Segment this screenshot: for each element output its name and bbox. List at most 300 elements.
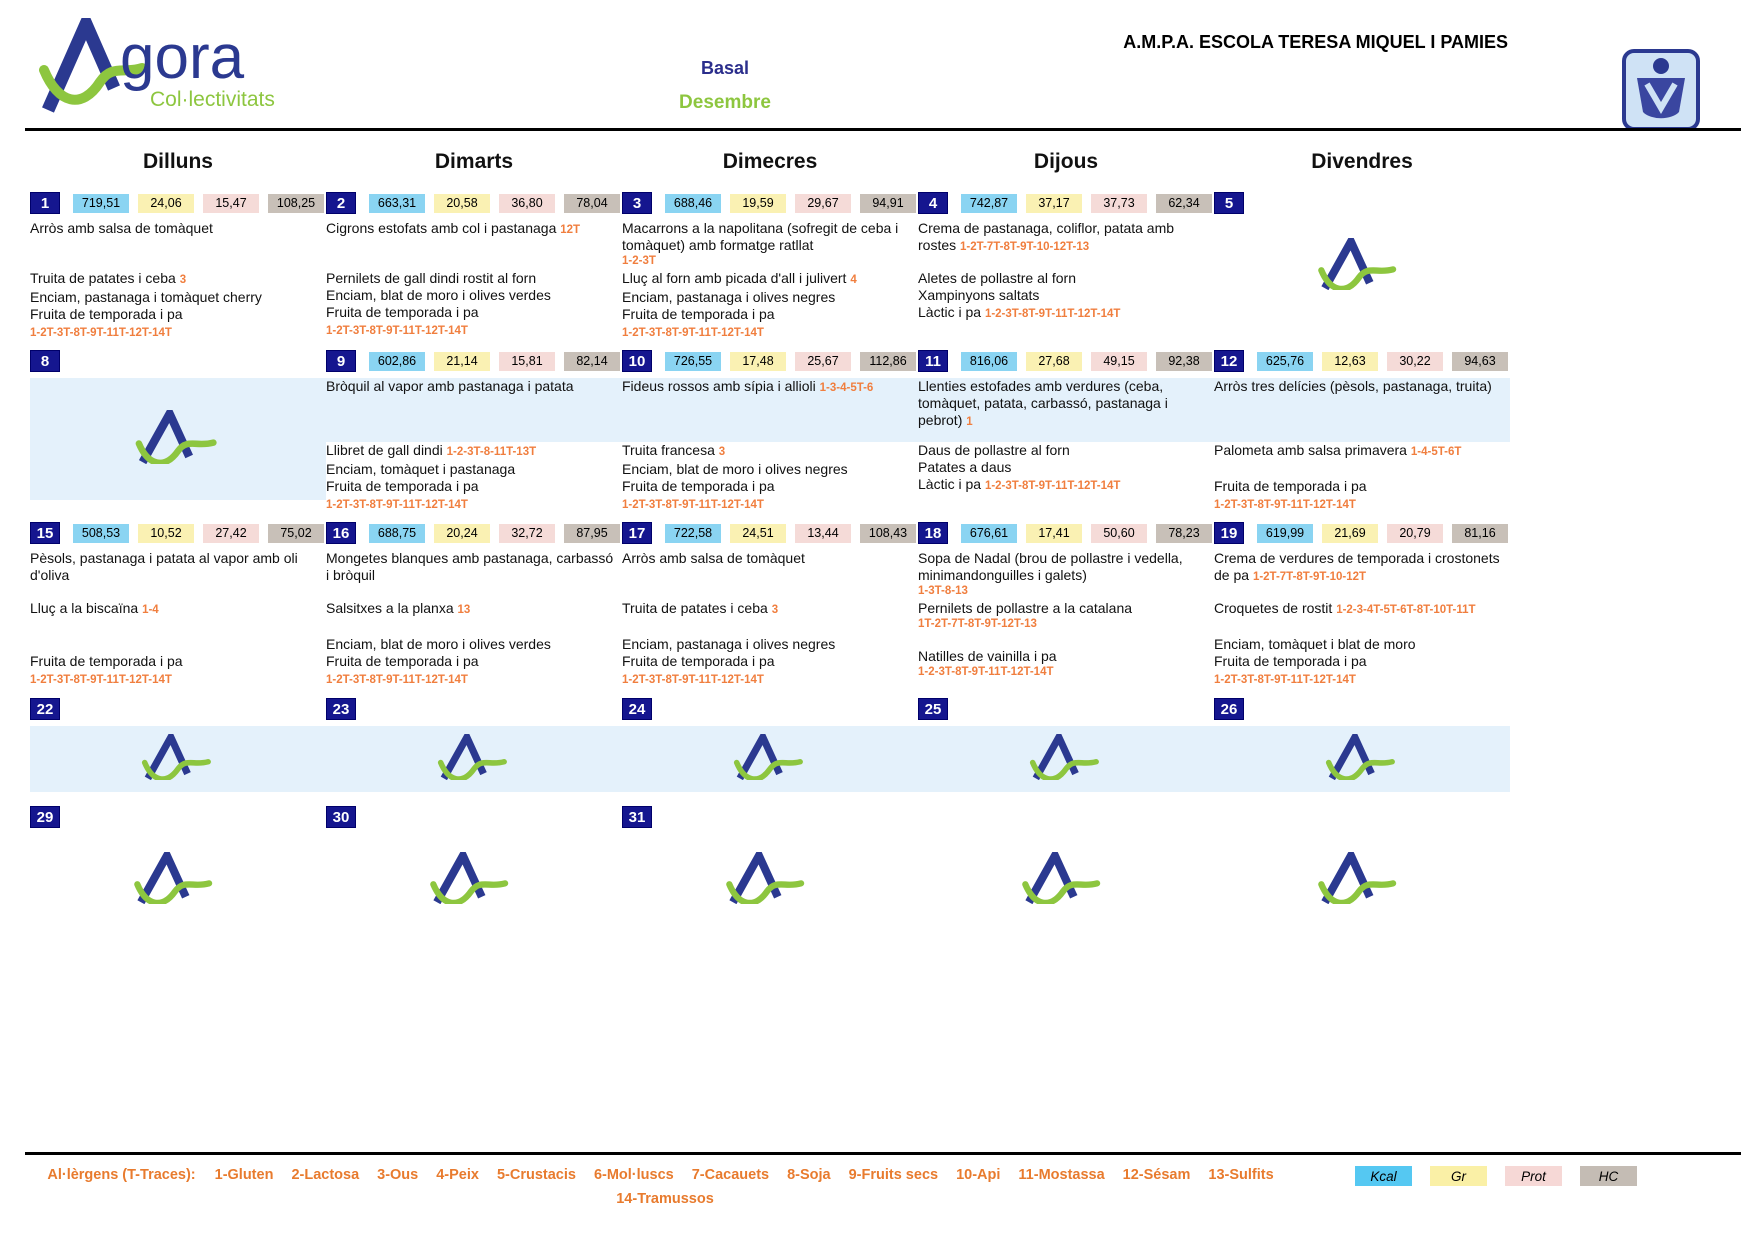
day-number-badge: 9 — [326, 350, 356, 372]
holiday-blue-block — [1214, 726, 1510, 792]
gr-value-chip: 12,63 — [1322, 352, 1378, 371]
first-course-zone — [918, 378, 1214, 442]
menu-item-text: Macarrons a la napolitana (sofregit de ceba i tomàquet) amb formatge ratllat — [622, 220, 899, 253]
nutrition-chips — [1257, 352, 1508, 371]
allergen-code-line — [326, 321, 616, 340]
allergen-item-14: 14-Tramussos — [616, 1191, 714, 1207]
day-cell-31 — [622, 798, 918, 926]
kcal-value-chip: 625,76 — [1257, 352, 1313, 371]
day-header-row — [918, 805, 1214, 829]
menu-item-text: Xampinyons saltats — [918, 287, 1040, 303]
day-number-badge: 24 — [622, 698, 652, 720]
allergen-item-6: 6-Mol·luscs — [593, 1167, 674, 1183]
menu-item-text: Sopa de Nadal (brou de pollastre i vedella, minimandonguilles i galets) — [918, 550, 1183, 583]
allergen-code: 1-3T-8-13 — [918, 585, 968, 597]
menu-titles — [630, 58, 820, 114]
weekday-header-row — [30, 142, 1510, 184]
hc-value-chip: 82,14 — [564, 352, 620, 371]
menu-item-text: Llibret de gall dindi — [326, 442, 443, 458]
menu-item-text: Llenties estofades amb verdures (ceba, tomàquet, patata, carbassó, pastanaga i pebrot) — [918, 378, 1168, 428]
menu-item-text: Enciam, pastanaga i olives negres — [622, 289, 836, 305]
menu-item — [30, 600, 320, 619]
menu-calendar-grid — [30, 184, 1510, 926]
prot-value-chip: 15,81 — [499, 352, 555, 371]
day-cell-body — [326, 550, 622, 689]
prot-value-chip: 13,44 — [795, 524, 851, 543]
day-number-badge: 17 — [622, 522, 652, 544]
day-number-badge: 23 — [326, 698, 356, 720]
day-header-row — [622, 697, 918, 721]
menu-item-text: Truita de patates i ceba — [622, 600, 768, 616]
allergen-code: 1-2T-3T-8T-9T-11T-12T-14T — [622, 499, 764, 511]
day-cell-10 — [622, 342, 918, 514]
day-number-badge: 2 — [326, 192, 356, 214]
allergen-legend-line2 — [30, 1187, 1300, 1211]
agora-logo-watermark — [133, 852, 217, 909]
menu-item — [918, 476, 1208, 495]
nutrition-chips — [369, 352, 620, 371]
allergen-code: 1-2T-3T-8T-9T-11T-12T-14T — [326, 325, 468, 337]
hc-legend-chip: HC — [1580, 1166, 1637, 1186]
day-cell-blank — [918, 798, 1214, 926]
menu-item — [1214, 442, 1504, 461]
menu-item — [622, 220, 912, 270]
menu-item — [326, 653, 616, 670]
week-row-5 — [30, 798, 1510, 926]
menu-item — [622, 270, 912, 289]
day-cell-18 — [918, 514, 1214, 690]
allergen-code: 3 — [179, 274, 187, 286]
allergen-item-5: 5-Crustacis — [496, 1167, 576, 1183]
agora-logo-watermark — [1317, 238, 1401, 295]
menu-type-label: Basal — [700, 58, 750, 78]
nutrition-chips — [665, 352, 916, 371]
day-cell-1 — [30, 184, 326, 342]
day-cell-22 — [30, 690, 326, 798]
weekday-header-dijous: Dijous — [1033, 150, 1099, 173]
day-header-row — [918, 191, 1214, 215]
gr-value-chip: 10,52 — [138, 524, 194, 543]
nutrition-chips — [1257, 524, 1508, 543]
gr-value-chip: 20,24 — [434, 524, 490, 543]
month-label: Desembre — [679, 92, 771, 113]
nutrition-chips — [369, 194, 620, 213]
day-cell-19 — [1214, 514, 1510, 690]
allergen-code: 1-4-5T-6T — [1410, 446, 1462, 458]
day-header-row — [918, 521, 1214, 545]
menu-item — [622, 550, 912, 600]
menu-item-text: Arròs amb salsa de tomàquet — [622, 550, 805, 566]
agora-logo-watermark — [725, 852, 809, 909]
day-number-badge: 1 — [30, 192, 60, 214]
first-course-zone — [1214, 378, 1510, 442]
menu-item — [326, 378, 616, 395]
menu-item — [918, 378, 1208, 431]
logo-block-zone — [622, 834, 912, 926]
menu-item-text: Mongetes blanques amb pastanaga, carbassó i bròquil — [326, 550, 614, 583]
day-number-badge: 15 — [30, 522, 60, 544]
day-header-row — [30, 697, 326, 721]
menu-item — [326, 550, 616, 600]
menu-item — [1214, 378, 1504, 395]
allergen-item-2: 2-Lactosa — [291, 1167, 360, 1183]
menu-item — [30, 270, 320, 289]
menu-item-text: Fruita de temporada i pa — [326, 653, 479, 669]
menu-item — [622, 478, 912, 495]
allergen-code: 1-2T-3T-8T-9T-11T-12T-14T — [30, 327, 172, 339]
day-cell-9 — [326, 342, 622, 514]
menu-item-text: Fruita de temporada i pa — [30, 306, 183, 322]
allergen-code: 4 — [850, 274, 857, 286]
menu-item-text: Làctic i pa — [918, 304, 982, 320]
day-cell-2 — [326, 184, 622, 342]
day-header-row — [326, 697, 622, 721]
agora-logo-graphic — [38, 18, 338, 114]
allergen-code-line — [622, 670, 912, 689]
allergen-code: 1-2T-3T-8T-9T-11T-12T-14T — [622, 674, 764, 686]
nutrition-chips — [73, 524, 324, 543]
holiday-blue-block — [918, 726, 1214, 792]
hc-value-chip: 87,95 — [564, 524, 620, 543]
holiday-blue-block — [622, 726, 918, 792]
kcal-value-chip: 663,31 — [369, 194, 425, 213]
day-header-row — [1214, 697, 1510, 721]
allergen-code: 3 — [771, 604, 779, 616]
day-cell-body — [622, 834, 918, 926]
page-footer — [30, 1163, 1730, 1211]
menu-item-text: Pernilets de gall dindi rostit al forn — [326, 270, 537, 286]
holiday-blue-block — [30, 378, 326, 500]
menu-item — [1214, 653, 1504, 670]
nutrition-chips — [961, 352, 1212, 371]
allergen-code: 1-3-4-5T-6 — [819, 382, 874, 394]
day-cell-body — [918, 220, 1214, 323]
day-number-badge: 4 — [918, 192, 948, 214]
day-header-row — [1214, 191, 1510, 215]
allergen-item-11: 11-Mostassa — [1018, 1167, 1105, 1183]
allergen-item-10: 10-Api — [956, 1167, 1001, 1183]
week-row-3 — [30, 514, 1510, 690]
kcal-value-chip: 602,86 — [369, 352, 425, 371]
week-row-2 — [30, 342, 1510, 514]
hc-value-chip: 62,34 — [1156, 194, 1212, 213]
day-number-badge: 26 — [1214, 698, 1244, 720]
allergen-code: 1T-2T-7T-8T-9T-12T-13 — [918, 618, 1037, 630]
menu-item — [30, 653, 320, 670]
day-header-row — [30, 191, 326, 215]
allergen-item-1: 1-Gluten — [214, 1167, 274, 1183]
week-row-4 — [30, 690, 1510, 798]
hc-value-chip: 94,91 — [860, 194, 916, 213]
menu-item-text: Enciam, pastanaga i tomàquet cherry — [30, 289, 262, 305]
allergen-code-line — [326, 670, 616, 689]
allergen-code: 1-2-3T-8T-9T-11T-12T-14T — [984, 308, 1121, 320]
agora-logo-watermark — [436, 734, 512, 785]
gr-value-chip: 24,06 — [138, 194, 194, 213]
kcal-legend-chip: Kcal — [1355, 1166, 1412, 1186]
day-header-row — [1214, 521, 1510, 545]
day-number-badge: 5 — [1214, 192, 1244, 214]
day-cell-24 — [622, 690, 918, 798]
day-cell-body — [1214, 726, 1510, 792]
menu-item-text: Pèsols, pastanaga i patata al vapor amb oli d'oliva — [30, 550, 298, 583]
allergen-code-line — [30, 670, 320, 689]
menu-item — [326, 270, 616, 287]
page-header — [0, 0, 1753, 128]
menu-item-text: Crema de verdures de temporada i crostonets de pa — [1214, 550, 1500, 583]
agora-logo — [38, 18, 338, 119]
menu-item-text: Enciam, blat de moro i olives negres — [622, 461, 848, 477]
menu-item-text: Enciam, blat de moro i olives verdes — [326, 287, 551, 303]
allergen-legend-line1 — [30, 1163, 1300, 1187]
logo-block-zone — [918, 834, 1208, 926]
day-header-row — [622, 521, 918, 545]
menu-item-text: Bròquil al vapor amb pastanaga i patata — [326, 378, 574, 394]
day-cell-body — [918, 726, 1214, 792]
agora-logo-watermark — [134, 410, 222, 469]
menu-item-text: Aletes de pollastre al forn — [918, 270, 1076, 286]
day-cell-11 — [918, 342, 1214, 514]
day-cell-body — [30, 726, 326, 792]
day-number-badge: 8 — [30, 350, 60, 372]
allergen-code: 1-2T-3T-8T-9T-11T-12T-14T — [1214, 674, 1356, 686]
prot-value-chip: 27,42 — [203, 524, 259, 543]
day-cell-8 — [30, 342, 326, 514]
prot-value-chip: 29,67 — [795, 194, 851, 213]
menu-item-text: Fruita de temporada i pa — [622, 478, 775, 494]
menu-item — [622, 378, 912, 397]
prot-value-chip: 15,47 — [203, 194, 259, 213]
allergen-code: 12T — [560, 224, 581, 236]
allergen-code-line — [622, 495, 912, 514]
nutrition-chips — [961, 524, 1212, 543]
kcal-value-chip: 688,75 — [369, 524, 425, 543]
hc-value-chip: 78,23 — [1156, 524, 1212, 543]
day-cell-body — [918, 834, 1214, 926]
menu-item — [622, 306, 912, 323]
menu-item-text: Natilles de vainilla i pa — [918, 648, 1057, 664]
menu-item-text: Enciam, tomàquet i blat de moro — [1214, 636, 1416, 652]
day-number-badge: 29 — [30, 806, 60, 828]
gr-value-chip: 27,68 — [1026, 352, 1082, 371]
day-number-badge: 19 — [1214, 522, 1244, 544]
menu-item — [918, 550, 1208, 600]
gr-value-chip: 24,51 — [730, 524, 786, 543]
gr-value-chip: 17,48 — [730, 352, 786, 371]
menu-item — [1214, 600, 1504, 619]
prot-value-chip: 32,72 — [499, 524, 555, 543]
menu-item — [622, 600, 912, 619]
day-number-badge: 3 — [622, 192, 652, 214]
gr-value-chip: 19,59 — [730, 194, 786, 213]
day-header-row — [326, 521, 622, 545]
holiday-blue-block — [30, 726, 326, 792]
allergen-code: 1 — [966, 416, 973, 428]
kcal-value-chip: 742,87 — [961, 194, 1017, 213]
allergen-code: 1-2T-3T-8T-9T-11T-12T-14T — [326, 674, 468, 686]
day-cell-25 — [918, 690, 1214, 798]
footer-divider — [25, 1152, 1741, 1155]
agora-logo-watermark — [429, 852, 513, 909]
allergen-code-line — [1214, 495, 1504, 514]
prot-value-chip: 49,15 — [1091, 352, 1147, 371]
day-cell-body — [326, 726, 622, 792]
day-number-badge: 18 — [918, 522, 948, 544]
hc-value-chip: 92,38 — [1156, 352, 1212, 371]
allergen-code: 1-2-3-4T-5T-6T-8T-10T-11T — [1336, 604, 1476, 616]
prot-value-chip: 20,79 — [1387, 524, 1443, 543]
kcal-value-chip: 688,46 — [665, 194, 721, 213]
agora-logo-watermark — [140, 734, 216, 785]
weekday-header-dimarts: Dimarts — [434, 150, 514, 173]
day-cell-26 — [1214, 690, 1510, 798]
menu-item — [918, 600, 1208, 631]
kcal-value-chip: 816,06 — [961, 352, 1017, 371]
school-title: A.M.P.A. ESCOLA TERESA MIQUEL I PAMIES — [1123, 32, 1508, 52]
logo-block-zone — [1214, 834, 1504, 926]
holiday-blue-block — [326, 726, 622, 792]
menu-item — [30, 220, 320, 270]
allergen-item-4: 4-Peix — [436, 1167, 479, 1183]
allergen-item-13: 13-Sulfits — [1208, 1167, 1274, 1183]
hc-value-chip: 108,43 — [860, 524, 916, 543]
menu-item-text: Fruita de temporada i pa — [326, 304, 479, 320]
menu-item — [30, 289, 320, 306]
hc-value-chip: 75,02 — [268, 524, 324, 543]
menu-item-text: Fideus rossos amb sípia i allioli — [622, 378, 816, 394]
weekday-header-dimecres: Dimecres — [722, 150, 818, 173]
prot-value-chip: 50,60 — [1091, 524, 1147, 543]
day-number-badge: 25 — [918, 698, 948, 720]
menu-item — [326, 442, 616, 461]
allergen-code-line — [30, 323, 320, 342]
menu-item-text: Fruita de temporada i pa — [326, 478, 479, 494]
week-row-1 — [30, 184, 1510, 342]
nutrition-legend — [1355, 1166, 1637, 1186]
menu-item — [326, 478, 616, 495]
day-cell-body — [918, 550, 1214, 679]
nutrition-chips — [665, 524, 916, 543]
menu-item — [622, 442, 912, 461]
allergen-code-line — [622, 323, 912, 342]
menu-item — [30, 306, 320, 323]
hc-value-chip: 81,16 — [1452, 524, 1508, 543]
allergen-code-line — [326, 495, 616, 514]
day-cell-body — [918, 378, 1214, 495]
allergen-code: 1-2T-3T-8T-9T-11T-12T-14T — [622, 327, 764, 339]
menu-item-text: Enciam, tomàquet i pastanaga — [326, 461, 516, 477]
day-cell-body — [622, 220, 918, 342]
day-number-badge: 12 — [1214, 350, 1244, 372]
menu-item-text: Cigrons estofats amb col i pastanaga — [326, 220, 557, 236]
day-number-badge: 11 — [918, 350, 948, 372]
weekday-header-divendres: Divendres — [1311, 150, 1413, 173]
menu-item — [622, 653, 912, 670]
menu-item — [918, 648, 1208, 679]
kcal-value-chip: 619,99 — [1257, 524, 1313, 543]
nutrition-chips — [961, 194, 1212, 213]
nutrition-chips — [665, 194, 916, 213]
gr-legend-chip: Gr — [1430, 1166, 1487, 1186]
menu-item — [918, 220, 1208, 270]
day-cell-16 — [326, 514, 622, 690]
gr-value-chip: 37,17 — [1026, 194, 1082, 213]
menu-item — [622, 461, 912, 478]
day-cell-15 — [30, 514, 326, 690]
logo-block-zone — [30, 834, 320, 926]
menu-item-text: Làctic i pa — [918, 476, 982, 492]
menu-item-text: Enciam, blat de moro i olives verdes — [326, 636, 551, 652]
allergen-legend — [30, 1163, 1300, 1211]
menu-item — [326, 287, 616, 304]
allergen-code: 1-2T-7T-8T-9T-10-12T-13 — [960, 241, 1090, 253]
day-cell-12 — [1214, 342, 1510, 514]
allergen-code: 1-2T-3T-8T-9T-11T-12T-14T — [326, 499, 468, 511]
hc-value-chip: 94,63 — [1452, 352, 1508, 371]
allergen-code: 13 — [457, 604, 471, 616]
hc-value-chip: 112,86 — [860, 352, 916, 371]
menu-item — [918, 304, 1208, 323]
menu-item-text: Fruita de temporada i pa — [622, 306, 775, 322]
day-header-row — [622, 805, 918, 829]
allergen-code: 1-2-3T-8-11T-13T — [446, 446, 537, 458]
menu-item-text: Salsitxes a la planxa — [326, 600, 454, 616]
day-cell-3 — [622, 184, 918, 342]
day-header-row — [326, 349, 622, 373]
menu-item-text: Patates a daus — [918, 459, 1012, 475]
gr-value-chip: 21,69 — [1322, 524, 1378, 543]
day-cell-4 — [918, 184, 1214, 342]
allergen-legend-prefix: Al·lèrgens (T-Traces): — [47, 1167, 196, 1183]
day-header-row — [1214, 805, 1510, 829]
menu-item — [918, 287, 1208, 304]
allergen-code-line — [1214, 670, 1504, 689]
agora-brand-text: gora — [120, 23, 245, 92]
day-header-row — [1214, 349, 1510, 373]
menu-item-text: Fruita de temporada i pa — [1214, 478, 1367, 494]
menu-item — [918, 459, 1208, 476]
hc-value-chip: 78,04 — [564, 194, 620, 213]
menu-item-text: Truita de patates i ceba — [30, 270, 176, 286]
prot-legend-chip: Prot — [1505, 1166, 1562, 1186]
nutrition-chips — [369, 524, 620, 543]
first-course-zone — [622, 378, 918, 442]
day-cell-body — [622, 550, 918, 689]
allergen-item-12: 12-Sésam — [1122, 1167, 1191, 1183]
day-cell-body — [30, 220, 326, 342]
kcal-value-chip: 508,53 — [73, 524, 129, 543]
first-course-zone — [326, 378, 622, 442]
day-cell-body — [1214, 220, 1510, 312]
menu-item-text: Crema de pastanaga, coliflor, patata amb rostes — [918, 220, 1175, 253]
day-cell-body — [30, 550, 326, 689]
kcal-value-chip: 722,58 — [665, 524, 721, 543]
gr-value-chip: 17,41 — [1026, 524, 1082, 543]
day-number-badge: 30 — [326, 806, 356, 828]
menu-item-text: Fruita de temporada i pa — [30, 653, 183, 669]
agora-logo-watermark — [732, 734, 808, 785]
day-cell-body — [1214, 378, 1510, 514]
allergen-code: 1-4 — [142, 604, 159, 616]
menu-item-text: Daus de pollastre al forn — [918, 442, 1070, 458]
day-header-row — [30, 805, 326, 829]
allergen-code: 1-2T-3T-8T-9T-11T-12T-14T — [1214, 499, 1356, 511]
menu-item-text: Fruita de temporada i pa — [1214, 653, 1367, 669]
day-number-badge: 10 — [622, 350, 652, 372]
menu-item — [1214, 550, 1504, 600]
day-cell-body — [622, 726, 918, 792]
allergen-item-3: 3-Ous — [377, 1167, 419, 1183]
